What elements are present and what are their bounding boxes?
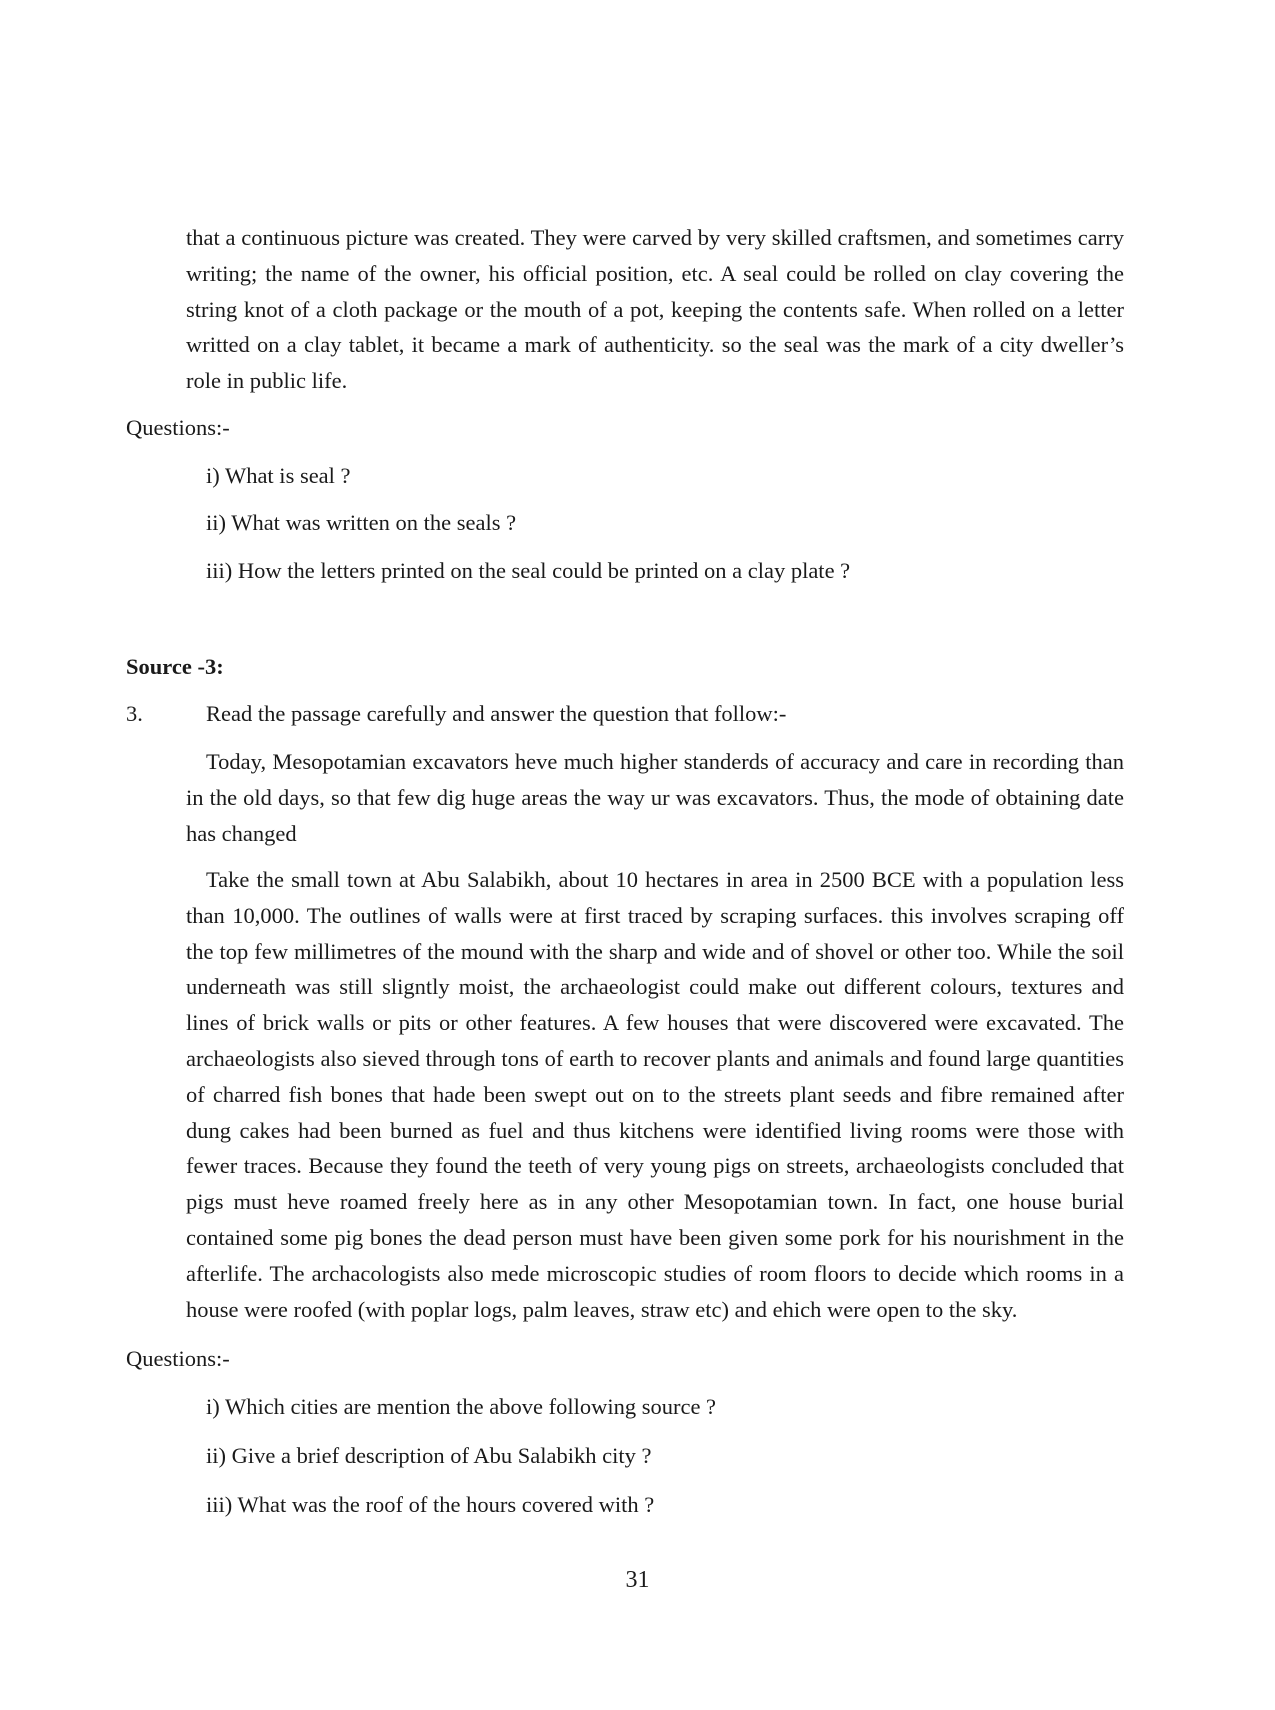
questions-label-2: Questions:- [126,1346,230,1371]
question-2-iii: iii) What was the roof of the hours covered with ? [206,1492,655,1517]
continued-paragraph: that a continuous picture was created. They were carved by very skilled craftsmen, and sometimes carry writing; the name of the owner, his official position, etc. A seal could be rolled on clay covering the string knot of a cloth package or the mouth of a pot, keeping the contents safe. When rolled on a letter writted on a clay tablet, it became a mark of authenticity. so the seal was the mark of a city dweller’s role in public life. [186,225,1124,394]
source-heading: Source -3: [126,654,224,679]
question-1-ii: ii) What was written on the seals ? [206,510,517,535]
question-1-iii: iii) How the letters printed on the seal could be printed on a clay plate ? [206,558,851,583]
passage-paragraph-2: Take the small town at Abu Salabikh, about 10 hectares in area in 2500 BCE with a population less than 10,000. The outlines of walls were at first traced by scraping surfaces. this involves scraping off the top few millimetres of the mound with the sharp and wide and of shovel or other too. While the soil underneath was still sligntly moist, the archaeologist could make out different colours, textures and lines of brick walls or pits or other features. A few houses that were discovered were excavated. The archaeologists also sieved through tons of earth to recover plants and animals and found large quantities of charred fish bones that hade been swept out on to the streets plant seeds and fibre remained after dung cakes had been burned as fuel and thus kitchens were identified living rooms were those with fewer traces. Because they found the teeth of very young pigs on streets, archaeologists concluded that pigs must heve roamed freely here as in any other Mesopotamian town. In fact, one house burial contained some pig bones the dead person must have been given some pork for his nourishment in the afterlife. The archacologists also mede microscopic studies of room floors to decide which rooms in a house were roofed (with poplar logs, palm leaves, straw etc) and ehich were open to the sky. [186,867,1124,1322]
passage-paragraph-1: Today, Mesopotamian excavators heve much higher standerds of accuracy and care in recording than in the old days, so that few dig huge areas the way ur was excavators. Thus, the mode of obtaining date has changed [186,749,1124,846]
instruction: Read the passage carefully and answer the question that follow:- [206,701,787,726]
page-number: 31 [625,1567,650,1593]
question-2-i: i) Which cities are mention the above following source ? [206,1394,717,1419]
question-2-ii: ii) Give a brief description of Abu Salabikh city ? [206,1443,652,1468]
question-1-i: i) What is seal ? [206,463,351,488]
item-number: 3. [126,701,143,726]
questions-label-1: Questions:- [126,415,230,440]
